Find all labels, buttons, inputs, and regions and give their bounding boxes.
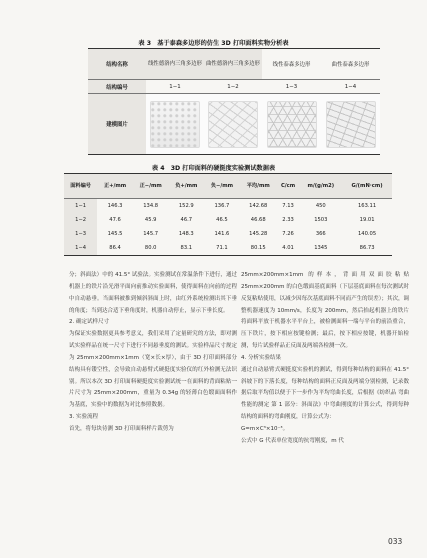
table4-cell: 1503 [314,217,328,223]
body-column-left [69,270,237,436]
table4-cell: 86.73 [342,241,392,256]
body-paragraph: 25mm×200mm×1mm 的样本，背面用双面胶粘贴 25mm×200mm 的白色缎面基底面料（下层基底面料在每次测试时反复粘贴使用，以减少因每次基底面料不同而产生的误差）；其次，调整机器速度为 10mm/s，长度为 200mm，然后抬起机器上的铁片将面料平放于机器水平平台上，被检测面料一端与平台的前沿重合，压下铁片，按下相应按键检测；最后，按下相应按键，机器开始检测，每片试验样品正反面及两端各检测一次。 [241,272,409,350]
table4-header: 负+/mm [169,174,205,199]
table4-cell: 7.13 [282,203,294,209]
table4-cell: 46.5 [216,217,228,223]
table4-header: 负−/mm [204,174,240,199]
table3-row-structure-name [88,49,380,80]
table4-cell: 134.8 [143,203,159,209]
table4-header: C/cm [277,174,300,199]
formula: G=m×C³×10⁻³。 [241,425,289,432]
table-row [64,199,392,214]
table3-cell: 1−2 [204,80,262,94]
table4-cell: 136.7 [214,203,230,209]
table4 [64,173,392,256]
table3-row-label: 建模图片 [88,94,146,155]
body-paragraph: 通过自动悬臂式硬挺度实验机的测试，得到每种结构的面料在 41.5° 斜坡下的下落长度，每种结构的面料正反面及两端分别检测，记录数据后取平均值以便于下一步作为平均弯曲长度，后根据《纺织品 弯曲性能的测定 第 1 部分：斜面法》中弯曲刚度的计算公式，得到每种结构的面料的弯曲刚度，计算公式为： [241,366,409,421]
table3-cell: 线性德洛内三角多边形 [146,49,204,80]
table4-cell: 163.11 [357,203,377,209]
table4-cell: 152.9 [178,203,194,209]
table3-row-label: 结构名称 [88,49,146,80]
section-heading: 4. 分析实验结果 [241,354,281,361]
table4-cell: 148.3 [178,231,194,237]
table4-cell: 146.3 [107,203,123,209]
table3-cell: 1−1 [146,80,204,94]
table3-row-model-image [88,94,380,155]
body-paragraph: 为保证实验数据更具参考意义，我们采用了定量研究的方法，即对测试实验样品在统一尺寸下进行不同悬垂度的测试。实验样品尺寸规定为 25mm×200mm×1mm（宽×长×厚），由于 3D 打印面料部分结构具有镂空性，会导致自动悬臂式硬挺度实验仪的红外检测无法识别。所以本次 3D 打印面料硬挺度实验测试统一在面料的背面粘贴一片尺寸为 25mm×200mm，重量为 0.34g 的轻薄白色缎面面料作为基底，实验中的数据为对比参照数据。 [69,331,237,409]
table4-cell: 145.7 [143,231,159,237]
sample-image-1-4 [326,101,376,148]
body-column-right [241,270,409,448]
page-number: 033 [388,537,403,546]
table4-cell: 140.05 [357,231,377,237]
table4-header: 面料编号 [64,174,97,199]
table4-cell: 145.5 [107,231,123,237]
table4-cell: 46.7 [180,217,193,223]
table4-cell: 1−4 [64,241,97,256]
table4-cell: 80.0 [133,241,169,256]
sample-image-1-2 [208,101,258,148]
table-row [64,227,392,241]
table4-cell: 80.15 [240,241,277,256]
table4-cell: 46.68 [250,217,266,223]
body-paragraph: 公式中 G 代表单位宽度的抗弯刚度，m 代 [241,437,344,444]
section-heading: 2. 确定试样尺寸 [69,319,109,326]
table4-cell: 47.6 [109,217,121,223]
sample-image-1-1 [150,101,200,148]
table-row [64,213,392,227]
table4-cell: 141.6 [214,231,230,237]
table3-cell: 1−3 [262,80,321,94]
table4-header: 平均/mm [240,174,277,199]
table4-cell: 45.9 [144,217,157,223]
table3-cell: 曲性德洛内三角多边形 [204,49,262,80]
table4-header: G/(mN·cm) [342,174,392,199]
body-paragraph: 3. 实验流程 [69,414,98,421]
body-paragraph: 分；斜面法）中的 41.5° 试验法。实验测试在常温条件下进行，通过机器上的铁片沿光滑平面向前推动实验面料，使得面料在向前的过程中自动悬垂。当面料被推到倾斜斜面上时，由红外系统检测出其下垂的角度；当到达合适下垂角度时，机器自动停止，显示下垂长度。 [69,272,237,314]
table4-cell: 7.26 [282,231,294,237]
table4-header: 正−/mm [133,174,169,199]
table3-row-label: 结构编号 [88,80,146,94]
table4-cell: 450 [315,203,326,209]
section-heading: 首先，将每块待测 3D 打印面料样片裁剪为 [69,425,174,432]
table4-cell: 2.33 [282,217,294,223]
table4-caption: 表 4 3D 打印面料的硬挺度实验测试数据表 [151,165,276,172]
table4-header-row [64,174,392,199]
table4-header: m/(g/m2) [299,174,342,199]
table4-cell: 86.4 [97,241,133,256]
table4-cell: 1345 [299,241,342,256]
table4-header: 正+/mm [97,174,133,199]
table4-cell: 1−3 [64,227,97,241]
table3-cell: 1−4 [321,80,380,94]
table3 [88,48,380,155]
table3-cell: 线性泰森多边形 [262,49,321,80]
sample-image-1-3 [267,101,317,148]
table3-row-structure-id [88,80,380,94]
table4-cell: 4.01 [277,241,300,256]
table4-cell: 1−1 [64,199,97,214]
table3-cell: 曲性泰森多边形 [321,49,380,80]
table4-cell: 71.1 [204,241,240,256]
table4-cell: 145.28 [249,231,268,237]
table-row [64,241,392,256]
table4-cell: 19.01 [359,217,375,223]
table4-cell: 366 [315,231,326,237]
table4-cell: 83.1 [169,241,205,256]
table4-cell: 1−2 [64,213,97,227]
table4-cell: 142.68 [249,203,268,209]
table3-caption: 表 3 基于泰森多边形的仿生 3D 打印面料实物分析表 [138,40,289,47]
